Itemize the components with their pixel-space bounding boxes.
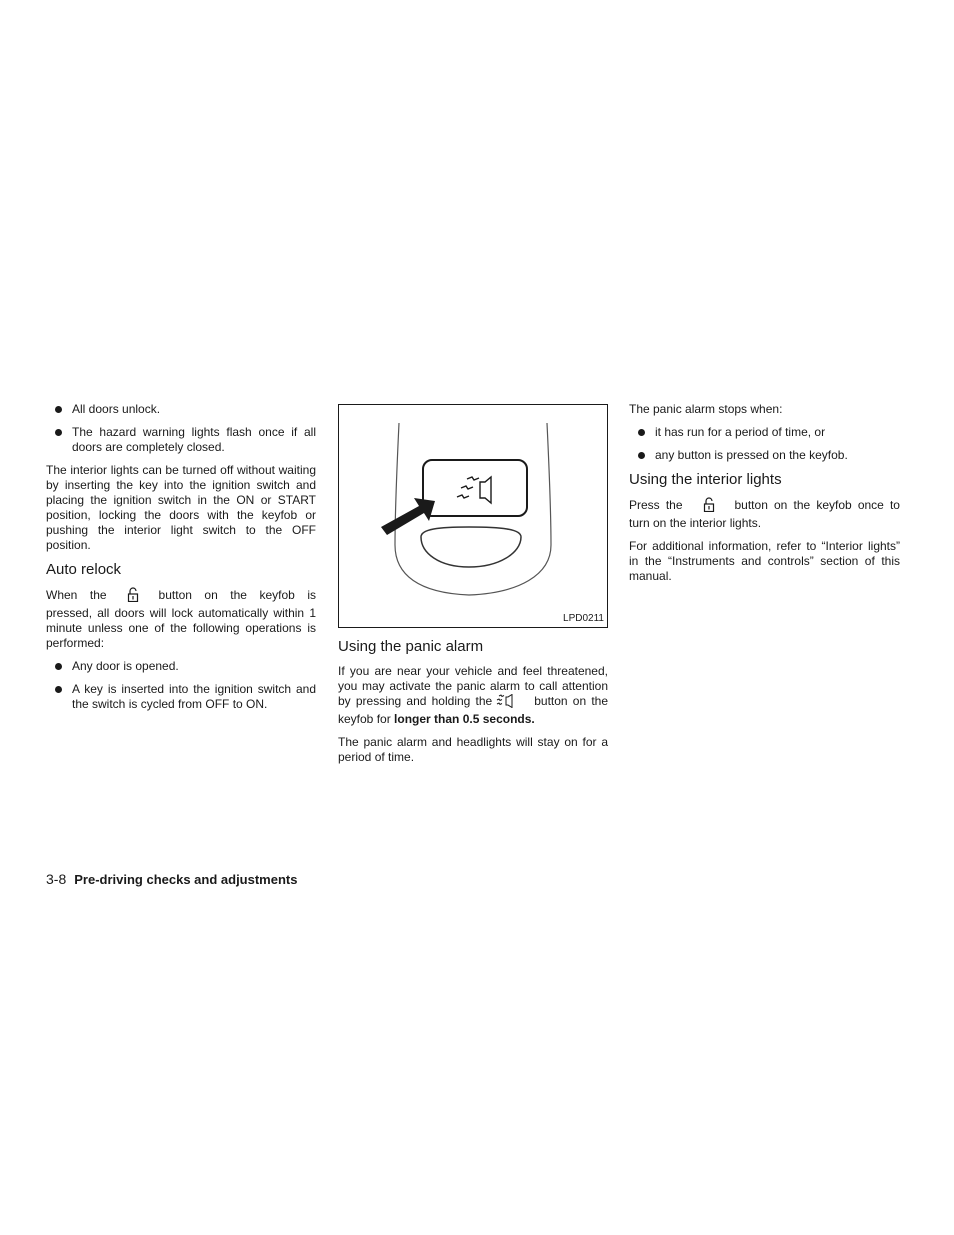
panic-stops-list xyxy=(629,425,900,463)
panic-duration-emphasis: longer than 0.5 seconds. xyxy=(394,712,535,726)
auto-relock-heading: Auto relock xyxy=(46,561,122,578)
list-item: any button is pressed on the keyfob. xyxy=(629,448,900,463)
interior-lights-instructions: Press the button on the keyfob once to turn on the interior lights. xyxy=(629,498,900,530)
auto-relock-conditions-list xyxy=(46,659,316,712)
additional-info-paragraph: For additional information, refer to “Interior lights” in the “Instruments and controls” section of this manual. xyxy=(629,539,900,583)
auto-relock-paragraph: When the button on the keyfob is pressed, all doors will lock automatically within 1 minute unless one of the following operations is performed: xyxy=(46,588,316,650)
panic-stops-intro: The panic alarm stops when: xyxy=(629,402,783,416)
page-number: 3-8 xyxy=(46,871,67,887)
list-item: A key is inserted into the ignition switch and the switch is cycled from OFF to ON. xyxy=(46,682,316,712)
list-item: Any door is opened. xyxy=(46,659,316,674)
interior-lights-heading: Using the interior lights xyxy=(629,471,782,488)
column-middle xyxy=(338,402,608,773)
panic-horn-lights-icon xyxy=(496,694,514,712)
keyfob-drawing xyxy=(339,405,607,627)
column-right xyxy=(629,402,900,592)
panic-alarm-duration-paragraph: The panic alarm and headlights will stay on for a period of time. xyxy=(338,735,608,764)
panic-alarm-heading: Using the panic alarm xyxy=(338,638,484,655)
page-footer xyxy=(46,871,297,888)
list-item: The hazard warning lights flash once if all doors are completely closed. xyxy=(46,425,316,455)
column-left xyxy=(46,402,316,720)
panic-alarm-paragraph: If you are near your vehicle and feel threatened, you may activate the panic alarm to call attention by pressing and holding the button on the keyfob for longer than 0.5 seconds. xyxy=(338,664,608,726)
interior-lights-paragraph: The interior lights can be turned off without waiting by inserting the key into the ignition switch and placing the ignition switch in the ON or START position, locking the doors with the keyfob or pushing the interior light switch to the OFF position. xyxy=(46,463,316,552)
figure-code: LPD0211 xyxy=(563,613,604,624)
list-item: All doors unlock. xyxy=(46,402,316,417)
section-title: Pre-driving checks and adjustments xyxy=(74,872,298,887)
list-item: it has run for a period of time, or xyxy=(629,425,900,440)
keyfob-illustration xyxy=(338,404,608,628)
unlock-padlock-icon xyxy=(703,497,715,516)
unlock-padlock-icon xyxy=(127,587,139,606)
unlock-result-list xyxy=(46,402,316,455)
